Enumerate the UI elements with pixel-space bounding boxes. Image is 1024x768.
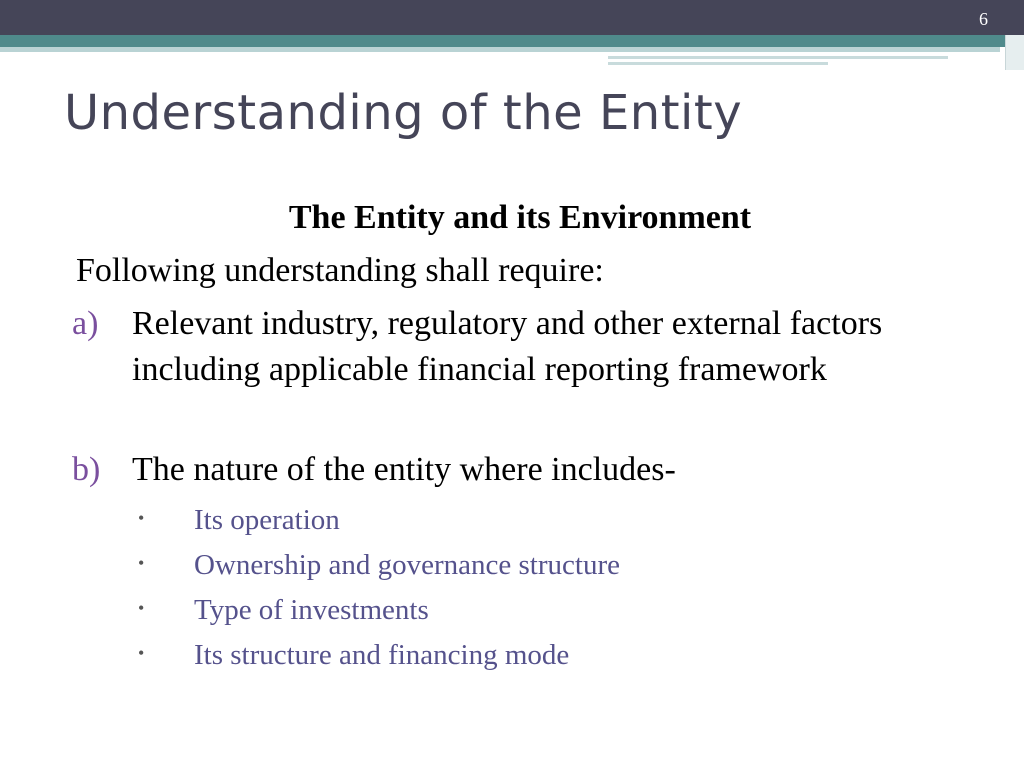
slide-subtitle: The Entity and its Environment (288, 199, 752, 236)
decorative-line-short (608, 62, 828, 65)
list-marker-b: b) (72, 451, 101, 488)
bullet-icon: • (138, 553, 145, 573)
list-item-b-text: The nature of the entity where includes- (132, 451, 676, 488)
header-teal-light-band (0, 47, 1000, 52)
sub-list-item-label: Type of investments (194, 594, 429, 626)
sub-list-item-label: Ownership and governance structure (194, 549, 620, 581)
list-marker-a: a) (72, 305, 99, 342)
slide-number: 6 (979, 9, 988, 29)
header-band (0, 0, 1024, 35)
bullet-icon: • (138, 643, 145, 663)
bullet-icon: • (138, 508, 145, 528)
list-item-b (72, 447, 972, 493)
decorative-corner-block (1005, 35, 1024, 70)
sub-list-item-label: Its structure and financing mode (194, 639, 570, 671)
header-teal-band (0, 35, 1024, 47)
slide-title: Understanding of the Entity (64, 85, 743, 141)
list-item-a-text: Relevant industry, regulatory and other external factors including applicable financial reporting framework (132, 305, 883, 388)
list-item-a (72, 301, 972, 441)
intro-text: Following understanding shall require: (76, 252, 604, 289)
bullet-icon: • (138, 598, 145, 618)
sub-list-item-label: Its operation (194, 504, 340, 536)
decorative-line (608, 56, 948, 59)
